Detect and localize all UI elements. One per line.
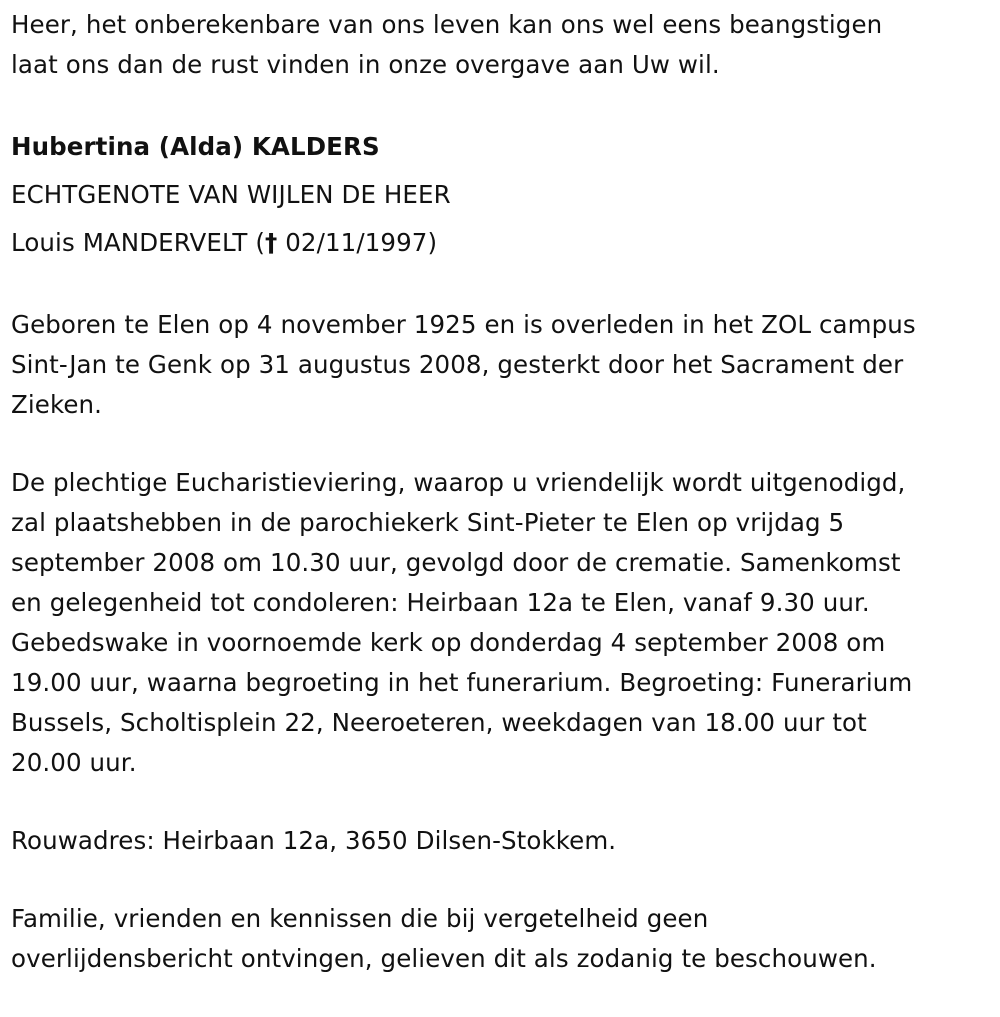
cross-icon: † xyxy=(264,228,278,257)
relation-line: ECHTGENOTE VAN WIJLEN DE HEER xyxy=(11,180,451,209)
spouse-line xyxy=(11,219,996,267)
mourning-address: Rouwadres: Heirbaan 12a, 3650 Dilsen-Stokkem. xyxy=(11,826,617,855)
deceased-block xyxy=(11,123,996,267)
intro-prayer: Heer, het onberekenbare van ons leven kan ons wel eens beangstigen laat ons dan de rust vinden in onze overgave aan Uw wil. xyxy=(11,10,883,79)
birth-death-paragraph: Geboren te Elen op 4 november 1925 en is overleden in het ZOL campus Sint-Jan te Genk op 31 augustus 2008, gesterkt door het Sacrament der Zieken. xyxy=(11,310,916,419)
ceremony-paragraph: De plechtige Eucharistieviering, waarop u vriendelijk wordt uitgenodigd, zal plaatshebben in de parochiekerk Sint-Pieter te Elen op vrijdag 5 september 2008 om 10.30 uur, gevolgd door de crematie. Samenkomst en gelegenheid tot condoleren: Heirbaan 12a te Elen, vanaf 9.30 uur. Gebedswake in voornoemde kerk op donderdag 4 september 2008 om 19.00 uur, waarna begroeting in het funerarium. Begroeting: Funerarium Bussels, Scholtisplein 22, Neeroeteren, weekdagen van 18.00 uur tot 20.00 uur. xyxy=(11,468,913,777)
deceased-name: Hubertina (Alda) KALDERS xyxy=(11,132,380,161)
spouse-death-date: 02/11/1997) xyxy=(277,228,438,257)
obituary-document xyxy=(11,5,996,1017)
closing-paragraph: Familie, vrienden en kennissen die bij vergetelheid geen overlijdensbericht ontvingen, gelieven dit als zodanig te beschouwen. xyxy=(11,904,877,973)
spouse-name: Louis MANDERVELT ( xyxy=(11,228,265,257)
